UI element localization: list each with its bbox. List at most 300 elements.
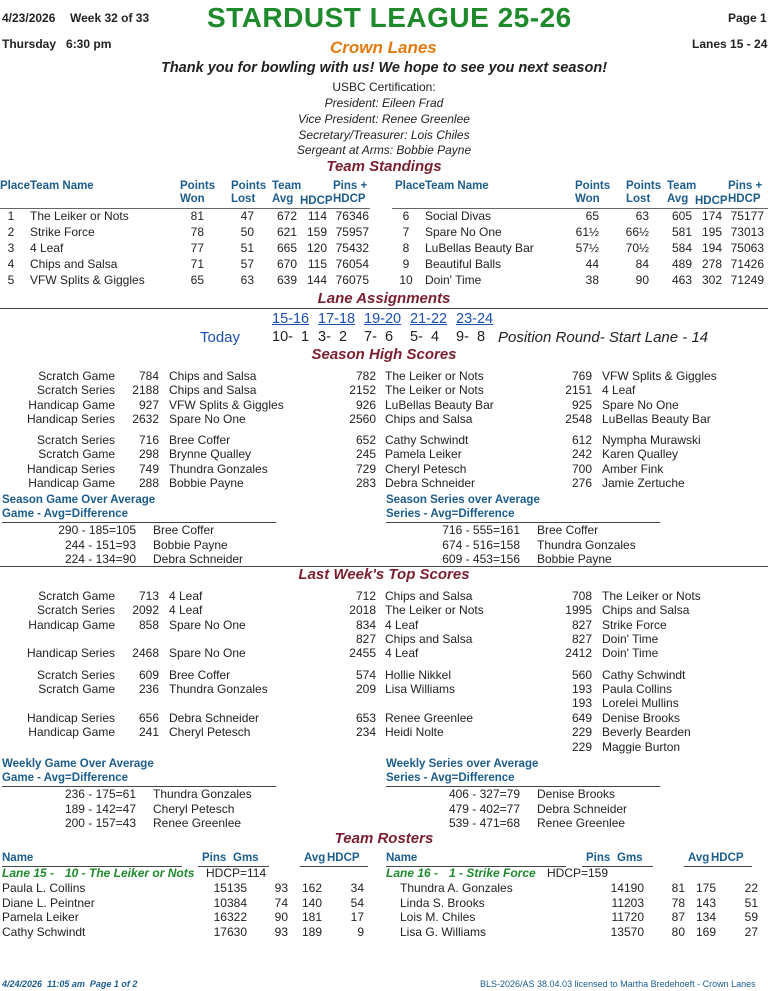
score-value: 2018: [349, 603, 376, 618]
score-value: 229: [571, 740, 592, 754]
score-value: 749: [138, 461, 159, 476]
player-avg: 189: [301, 924, 322, 939]
section-title-season-high: Season High Scores: [311, 346, 457, 363]
score-value: 2468: [132, 646, 159, 660]
team-name-cell: LuBellas Beauty Bar: [425, 241, 534, 255]
section-title-lanes: Lane Assignments: [317, 290, 451, 307]
hdcp-cell: 302: [701, 273, 722, 287]
score-holder: Denise Brooks: [602, 711, 681, 725]
pins-hdcp-cell: 71426: [730, 257, 764, 271]
points-won-cell: 77: [190, 241, 204, 255]
player-name: Diane L. Peintner: [2, 895, 95, 910]
today-label: Today: [200, 329, 241, 346]
player-games: 78: [671, 895, 685, 910]
points-won-cell: 44: [585, 257, 599, 271]
season-series-over-average-subtitle: Series - Avg=Difference: [386, 508, 515, 520]
place-cell: 9: [402, 257, 410, 271]
score-value: 193: [571, 682, 592, 696]
column-header-avg: Team Avg: [272, 180, 302, 205]
score-holder: Cathy Schwindt: [385, 433, 469, 447]
bowler-name: Cheryl Petesch: [153, 801, 235, 816]
score-row: [0, 603, 768, 617]
column-header-hdcp: HDCP: [695, 195, 728, 207]
standings-row: [0, 225, 768, 239]
roster-row: [0, 896, 768, 910]
team-name-cell: The Leiker or Nots: [30, 209, 129, 223]
score-holder: Debra Schneider: [385, 476, 476, 491]
hdcp-cell: 114: [307, 209, 327, 223]
roster-header-pins: Pins: [586, 852, 611, 864]
column-header-lost: Points Lost: [231, 180, 267, 205]
score-value: 729: [355, 461, 376, 476]
team-avg-cell: 621: [276, 225, 297, 239]
points-lost-cell: 47: [240, 209, 254, 223]
score-holder: Cathy Schwindt: [602, 668, 686, 682]
score-value: 1995: [565, 603, 592, 618]
score-row: [0, 711, 768, 725]
score-category: Scratch Series: [36, 383, 115, 398]
pins-hdcp-cell: 76075: [335, 273, 369, 287]
difference-value: 479 - 402=77: [448, 801, 520, 816]
points-lost-cell: 84: [635, 257, 649, 271]
score-value: 2632: [132, 412, 159, 427]
score-value: 229: [571, 725, 592, 739]
score-value: 716: [138, 433, 159, 447]
score-value: 2548: [565, 412, 592, 427]
difference-value: 716 - 555=161: [442, 523, 520, 537]
score-value: 209: [355, 682, 376, 696]
points-won-cell: 65: [190, 273, 204, 287]
player-games: 74: [274, 895, 288, 910]
score-value: 2455: [349, 646, 376, 660]
column-header-team: Team Name: [30, 180, 94, 192]
points-won-cell: 71: [190, 257, 204, 271]
player-name: Lisa G. Williams: [400, 924, 487, 939]
score-holder: Chips and Salsa: [169, 383, 257, 398]
score-category: Handicap Game: [28, 397, 115, 412]
team-name-cell: Chips and Salsa: [30, 257, 118, 271]
difference-value: 189 - 142=47: [64, 801, 136, 816]
section-title-rosters: Team Rosters: [334, 830, 434, 847]
pins-hdcp-cell: 76054: [335, 257, 369, 271]
score-value: 242: [571, 447, 592, 462]
season-game-over-average-subtitle: Game - Avg=Difference: [2, 508, 129, 520]
player-avg: 169: [695, 924, 716, 939]
place-cell: 5: [7, 273, 15, 287]
score-value: 858: [138, 617, 159, 632]
player-hdcp: 27: [744, 924, 758, 939]
roster-header-avg: Avg: [304, 852, 326, 864]
team-avg-cell: 665: [276, 241, 297, 255]
day-time: Thursday 6:30 pm: [2, 37, 112, 51]
pins-hdcp-cell: 75432: [335, 241, 369, 255]
score-row: [0, 618, 768, 632]
score-value: 193: [571, 696, 592, 710]
score-value: 2151: [565, 383, 592, 398]
score-holder: Strike Force: [602, 617, 667, 632]
points-won-cell: 65: [585, 209, 599, 223]
score-value: 236: [138, 682, 159, 696]
roster-header-gms: Gms: [233, 852, 259, 864]
score-value: 713: [138, 589, 159, 603]
score-holder: VFW Splits & Giggles: [602, 369, 717, 383]
score-holder: The Leiker or Nots: [385, 383, 484, 398]
score-holder: Karen Qualley: [602, 447, 679, 462]
roster-header-name: Name: [2, 852, 34, 864]
score-row: [0, 696, 768, 710]
pins-hdcp-cell: 76346: [335, 209, 369, 223]
bowler-name: Bobbie Payne: [537, 552, 612, 566]
bowler-name: Denise Brooks: [537, 787, 616, 801]
league-title: STARDUST LEAGUE 25-26: [207, 2, 572, 33]
player-pins: 14190: [610, 881, 644, 895]
score-value: 234: [355, 725, 376, 739]
player-hdcp: 9: [357, 924, 364, 939]
team-name-cell: 4 Leaf: [30, 241, 64, 255]
score-category: Handicap Series: [26, 461, 115, 476]
officer-secretary: Secretary/Treasurer: Lois Chiles: [298, 128, 470, 142]
score-holder: Spare No One: [602, 397, 679, 412]
team-name-cell: Spare No One: [425, 225, 502, 239]
points-lost-cell: 51: [240, 241, 254, 255]
score-holder: Lisa Williams: [385, 682, 456, 696]
place-cell: 2: [7, 225, 15, 239]
player-name: Pamela Leiker: [2, 910, 79, 924]
team-name-cell: Doin' Time: [425, 273, 482, 287]
player-pins: 13570: [610, 924, 644, 939]
score-value: 560: [571, 668, 592, 682]
standings-row: [0, 257, 768, 271]
score-row: [0, 462, 768, 476]
column-header-pins: Pins + HDCP: [333, 180, 368, 205]
team-avg-cell: 463: [671, 273, 692, 287]
player-games: 81: [671, 881, 685, 895]
score-holder: The Leiker or Nots: [385, 603, 484, 618]
roster-row: [0, 910, 768, 924]
bowler-name: Renee Greenlee: [537, 816, 626, 830]
score-holder: Doin' Time: [602, 632, 659, 647]
score-holder: Nympha Murawski: [602, 433, 701, 447]
roster-header-name: Name: [386, 852, 418, 864]
roster-underline: [684, 866, 752, 867]
score-row: [0, 725, 768, 739]
score-value: 612: [571, 433, 592, 447]
score-holder: Chips and Salsa: [169, 369, 257, 383]
score-holder: Thundra Gonzales: [169, 461, 268, 476]
roster-header-gms: Gms: [617, 852, 643, 864]
score-holder: The Leiker or Nots: [602, 589, 701, 603]
player-name: Linda S. Brooks: [400, 895, 485, 910]
difference-value: 224 - 134=90: [64, 552, 136, 566]
place-cell: 10: [399, 273, 413, 287]
score-value: 288: [138, 476, 159, 491]
header-underline: [392, 208, 768, 209]
score-category: Scratch Game: [38, 682, 115, 696]
column-header-pins: Pins + HDCP: [728, 180, 763, 205]
footer-license: BLS-2026/AS 38.04.03 licensed to Martha Bredehoeft - Crown Lanes: [480, 979, 756, 989]
player-avg: 143: [695, 895, 716, 910]
player-avg: 175: [695, 881, 716, 895]
player-games: 80: [671, 924, 685, 939]
player-avg: 181: [301, 910, 322, 924]
score-holder: Brynne Qualley: [169, 447, 252, 462]
lane-teams: 10- 1: [272, 329, 310, 345]
score-category: Handicap Series: [26, 412, 115, 427]
team-avg-cell: 670: [276, 257, 297, 271]
place-cell: 4: [7, 257, 15, 271]
difference-value: 236 - 175=61: [64, 787, 136, 801]
team-name-cell: Strike Force: [30, 225, 95, 239]
hdcp-cell: 159: [306, 225, 327, 239]
score-value: 241: [138, 725, 159, 739]
player-name: Thundra A. Gonzales: [400, 881, 513, 895]
player-hdcp: 51: [744, 895, 758, 910]
score-holder: Beverly Bearden: [602, 725, 691, 739]
score-row: [0, 476, 768, 490]
hdcp-cell: 115: [307, 257, 327, 271]
page-number: Page 1: [728, 11, 767, 25]
player-hdcp: 54: [350, 895, 364, 910]
team-avg-cell: 489: [671, 257, 692, 271]
score-holder: Thundra Gonzales: [169, 682, 268, 696]
difference-value: 539 - 471=68: [448, 816, 520, 830]
score-row: [0, 383, 768, 397]
score-value: 827: [355, 632, 376, 647]
score-value: 2560: [349, 412, 376, 427]
roster-header-avg: Avg: [688, 852, 710, 864]
score-holder: 4 Leaf: [169, 589, 203, 603]
score-holder: Spare No One: [169, 412, 246, 427]
player-hdcp: 59: [744, 910, 758, 924]
lane-pair-21-22: 21-22: [410, 311, 448, 327]
score-holder: Bree Coffer: [169, 668, 231, 682]
bowler-name: Debra Schneider: [153, 552, 244, 566]
bowler-name: Debra Schneider: [537, 801, 628, 816]
thank-you-message: Thank you for bowling with us! We hope to see you next season!: [160, 60, 608, 76]
place-cell: 1: [7, 209, 15, 223]
score-value: 656: [138, 711, 159, 725]
standings-row: [0, 209, 768, 223]
score-value: 827: [571, 632, 592, 647]
score-holder: LuBellas Beauty Bar: [602, 412, 711, 427]
column-header-team: Team Name: [425, 180, 489, 192]
score-category: Handicap Game: [28, 617, 115, 632]
hdcp-cell: 174: [701, 209, 722, 223]
points-lost-cell: 70½: [625, 241, 649, 255]
score-value: 827: [571, 617, 592, 632]
points-won-cell: 61½: [575, 225, 599, 239]
officer-sergeant: Sergeant at Arms: Bobbie Payne: [296, 143, 472, 157]
score-holder: Cheryl Petesch: [385, 461, 467, 476]
hdcp-cell: 194: [701, 241, 722, 255]
roster-header-hdcp: HDCP: [327, 852, 360, 864]
points-lost-cell: 66½: [625, 225, 649, 239]
usbc-cert: USBC Certification:: [332, 80, 436, 94]
player-avg: 134: [695, 910, 716, 924]
score-holder: VFW Splits & Giggles: [169, 397, 284, 412]
bowler-name: Bree Coffer: [153, 523, 215, 537]
player-pins: 15135: [213, 881, 247, 895]
score-category: Scratch Series: [36, 433, 115, 447]
bowler-name: Thundra Gonzales: [537, 537, 636, 552]
roster-team-name: 10 - The Leiker or Nots: [65, 866, 195, 880]
score-row: [0, 740, 768, 754]
player-avg: 162: [301, 881, 322, 895]
score-category: Scratch Game: [38, 589, 115, 603]
season-series-over-average-title: Season Series over Average: [386, 494, 540, 506]
lane-teams: 5- 4: [410, 329, 440, 345]
team-avg-cell: 605: [671, 209, 692, 223]
weekly-game-over-average-title: Weekly Game Over Average: [2, 758, 154, 770]
score-category: Scratch Game: [38, 447, 115, 462]
pins-hdcp-cell: 75957: [335, 225, 369, 239]
lane-teams: 7- 6: [364, 329, 394, 345]
roster-underline: [300, 866, 368, 867]
place-cell: 3: [7, 241, 15, 255]
place-cell: 7: [402, 225, 410, 239]
season-game-over-average-title: Season Game Over Average: [2, 494, 156, 506]
hdcp-cell: 278: [701, 257, 722, 271]
player-avg: 140: [301, 895, 322, 910]
score-row: [0, 412, 768, 426]
roster-lane: Lane 15 -: [2, 866, 55, 880]
score-value: 782: [355, 369, 376, 383]
score-value: 653: [355, 711, 376, 725]
difference-value: 674 - 516=158: [442, 537, 520, 552]
column-header-lost: Points Lost: [626, 180, 662, 205]
team-name-cell: Social Divas: [425, 209, 492, 223]
lane-pair-19-20: 19-20: [364, 311, 402, 327]
player-games: 93: [274, 924, 288, 939]
score-holder: Cheryl Petesch: [169, 725, 251, 739]
points-won-cell: 38: [585, 273, 599, 287]
lane-pair-23-24: 23-24: [456, 311, 494, 327]
lane-pair-15-16: 15-16: [272, 311, 310, 327]
score-holder: 4 Leaf: [385, 617, 419, 632]
score-holder: 4 Leaf: [602, 383, 636, 398]
score-holder: Debra Schneider: [169, 711, 260, 725]
score-value: 609: [138, 668, 159, 682]
player-name: Lois M. Chiles: [400, 910, 476, 924]
week-label: Week 32 of 33: [70, 11, 150, 25]
score-holder: Chips and Salsa: [385, 412, 473, 427]
team-avg-cell: 672: [276, 209, 297, 223]
score-value: 2092: [132, 603, 159, 618]
column-header-won: Points Won: [180, 180, 216, 205]
score-value: 700: [571, 461, 592, 476]
difference-value: 244 - 151=93: [64, 537, 136, 552]
lanes-range: Lanes 15 - 24: [692, 37, 768, 51]
score-category: Scratch Series: [36, 668, 115, 682]
score-holder: Bree Coffer: [169, 433, 231, 447]
score-holder: Lorelei Mullins: [602, 696, 679, 710]
score-row: [0, 646, 768, 660]
hdcp-cell: 195: [701, 225, 722, 239]
score-category: Handicap Game: [28, 725, 115, 739]
team-avg-cell: 639: [276, 273, 297, 287]
column-header-hdcp: HDCP: [300, 195, 333, 207]
points-lost-cell: 63: [635, 209, 649, 223]
report-date: 4/23/2026: [2, 11, 56, 25]
section-title-standings: Team Standings: [326, 158, 442, 175]
weekly-series-over-average-subtitle: Series - Avg=Difference: [386, 772, 515, 784]
team-avg-cell: 581: [671, 225, 692, 239]
roster-team-name: 1 - Strike Force: [449, 866, 536, 880]
officer-president: President: Eileen Frad: [324, 96, 444, 110]
score-value: 649: [571, 711, 592, 725]
pins-hdcp-cell: 75063: [730, 241, 764, 255]
score-value: 708: [571, 589, 592, 603]
difference-value: 290 - 185=105: [58, 523, 136, 537]
score-value: 834: [355, 617, 376, 632]
column-header-avg: Team Avg: [667, 180, 697, 205]
roster-header-pins: Pins: [202, 852, 227, 864]
score-value: 298: [138, 447, 159, 462]
player-games: 87: [671, 910, 685, 924]
points-lost-cell: 63: [240, 273, 254, 287]
player-hdcp: 17: [350, 910, 364, 924]
score-holder: Chips and Salsa: [602, 603, 690, 618]
column-header-place: Place: [395, 180, 426, 192]
points-lost-cell: 90: [635, 273, 649, 287]
player-name: Cathy Schwindt: [2, 924, 86, 939]
hdcp-cell: 144: [306, 273, 327, 287]
score-row: [0, 589, 768, 603]
roster-team-hdcp: HDCP=114: [206, 866, 267, 880]
player-games: 93: [274, 881, 288, 895]
score-holder: 4 Leaf: [385, 646, 419, 660]
officer-vice-president: Vice President: Renee Greenlee: [298, 112, 470, 126]
score-holder: Heidi Nolte: [385, 725, 444, 739]
score-holder: Spare No One: [169, 617, 246, 632]
score-holder: Amber Fink: [602, 461, 664, 476]
score-category: Handicap Series: [26, 711, 115, 725]
score-category: Scratch Game: [38, 369, 115, 383]
score-category: Handicap Series: [26, 646, 115, 660]
bowler-name: Renee Greenlee: [153, 816, 242, 830]
roster-lane: Lane 16 -: [386, 866, 439, 880]
score-value: 2188: [132, 383, 159, 398]
roster-row: [0, 881, 768, 895]
bowler-name: Thundra Gonzales: [153, 787, 252, 801]
header-underline: [0, 208, 370, 209]
lane-pair-17-18: 17-18: [318, 311, 356, 327]
score-holder: Bobbie Payne: [169, 476, 244, 491]
weekly-series-over-average-title: Weekly Series over Average: [386, 758, 539, 770]
place-cell: 8: [402, 241, 410, 255]
difference-value: 609 - 453=156: [442, 552, 520, 566]
player-name: Paula L. Collins: [2, 881, 86, 895]
score-holder: LuBellas Beauty Bar: [385, 397, 494, 412]
column-header-won: Points Won: [575, 180, 611, 205]
column-header-place: Place: [0, 180, 31, 192]
footer-timestamp: 4/24/2026 11:05 am Page 1 of 2: [2, 979, 138, 989]
pins-hdcp-cell: 73013: [730, 225, 764, 239]
score-category: Handicap Game: [28, 476, 115, 491]
score-value: 2152: [349, 383, 376, 398]
score-row: [0, 668, 768, 682]
score-value: 926: [355, 397, 376, 412]
team-name-cell: VFW Splits & Giggles: [30, 273, 145, 287]
points-won-cell: 81: [190, 209, 204, 223]
lane-teams: 9- 8: [456, 329, 486, 345]
score-holder: 4 Leaf: [169, 603, 203, 618]
roster-row: [0, 925, 768, 939]
score-category: Scratch Series: [36, 603, 115, 618]
standings-row: [0, 273, 768, 287]
score-value: 2412: [565, 646, 592, 660]
score-holder: Maggie Burton: [602, 740, 681, 754]
